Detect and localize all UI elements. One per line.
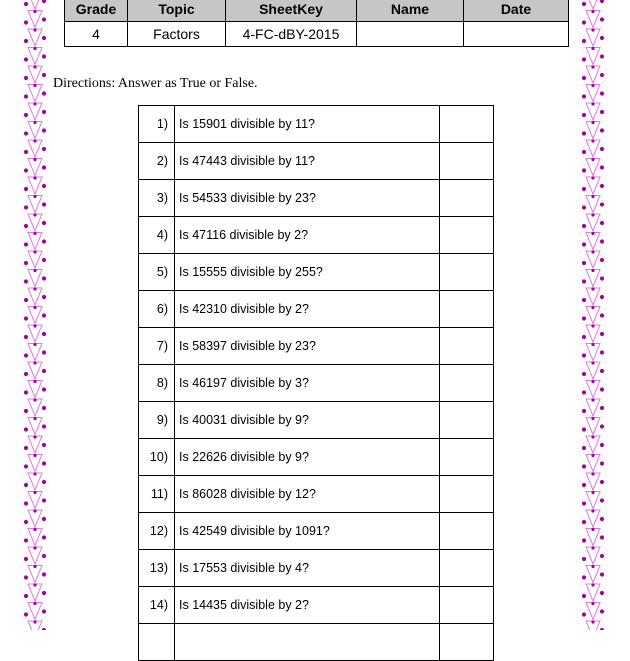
border-dot bbox=[582, 483, 586, 487]
header-date-label: Date bbox=[464, 0, 569, 22]
border-dot bbox=[600, 443, 604, 447]
border-dot bbox=[24, 501, 28, 505]
border-dot bbox=[582, 76, 586, 80]
border-dot bbox=[24, 131, 28, 135]
border-dot bbox=[600, 36, 604, 40]
border-dot bbox=[591, 232, 594, 235]
border-dot bbox=[33, 380, 36, 383]
border-dot bbox=[582, 131, 586, 135]
border-dot bbox=[42, 258, 46, 262]
border-dot bbox=[582, 2, 586, 6]
answer-field[interactable] bbox=[440, 402, 494, 439]
border-dot bbox=[24, 464, 28, 468]
question-row bbox=[139, 587, 494, 624]
border-dot bbox=[24, 446, 28, 450]
border-dot bbox=[33, 84, 36, 87]
border-dot bbox=[33, 176, 36, 179]
border-dot bbox=[24, 261, 28, 265]
border-dot bbox=[42, 221, 46, 225]
border-dot bbox=[591, 28, 594, 31]
question-row bbox=[139, 513, 494, 550]
border-dot bbox=[600, 332, 604, 336]
border-dot bbox=[24, 427, 28, 431]
answer-field[interactable] bbox=[440, 291, 494, 328]
border-dot bbox=[24, 242, 28, 246]
question-text: Is 42310 divisible by 2? bbox=[175, 291, 440, 328]
border-dot bbox=[33, 398, 36, 401]
border-dot bbox=[582, 261, 586, 265]
border-dot bbox=[33, 343, 36, 346]
question-text: Is 46197 divisible by 3? bbox=[175, 365, 440, 402]
border-dot bbox=[582, 612, 586, 616]
question-number: 14) bbox=[139, 587, 175, 624]
question-text: Is 47443 divisible by 11? bbox=[175, 143, 440, 180]
question-text: Is 17553 divisible by 4? bbox=[175, 550, 440, 587]
question-number: 13) bbox=[139, 550, 175, 587]
border-dot bbox=[591, 324, 594, 327]
border-dot bbox=[600, 17, 604, 21]
border-dot bbox=[33, 565, 36, 568]
border-dot bbox=[591, 472, 594, 475]
border-dot bbox=[33, 195, 36, 198]
question-row bbox=[139, 550, 494, 587]
question-row bbox=[139, 328, 494, 365]
border-dot bbox=[42, 276, 46, 280]
border-dot bbox=[42, 406, 46, 410]
border-dot bbox=[582, 298, 586, 302]
border-dot bbox=[24, 557, 28, 561]
question-number: 9) bbox=[139, 402, 175, 439]
border-dot bbox=[42, 517, 46, 521]
border-dot bbox=[600, 461, 604, 465]
answer-field[interactable] bbox=[440, 180, 494, 217]
border-dot bbox=[591, 454, 594, 457]
question-row bbox=[139, 624, 494, 661]
border-dot bbox=[33, 583, 36, 586]
border-dot bbox=[582, 316, 586, 320]
question-number: 11) bbox=[139, 476, 175, 513]
decorative-border-right bbox=[578, 0, 608, 630]
border-dot bbox=[33, 306, 36, 309]
border-dot bbox=[24, 594, 28, 598]
border-dot bbox=[33, 546, 36, 549]
border-dot bbox=[24, 39, 28, 43]
border-dot bbox=[582, 94, 586, 98]
border-dot bbox=[600, 147, 604, 151]
border-dot bbox=[24, 520, 28, 524]
border-dot bbox=[591, 361, 594, 364]
border-dot bbox=[600, 295, 604, 299]
border-dot bbox=[24, 575, 28, 579]
border-dot bbox=[582, 557, 586, 561]
border-dot bbox=[591, 398, 594, 401]
answer-field[interactable] bbox=[440, 439, 494, 476]
topic-value: Factors bbox=[128, 22, 226, 47]
border-dot bbox=[591, 509, 594, 512]
border-dot bbox=[591, 620, 594, 623]
border-dot bbox=[600, 258, 604, 262]
question-row bbox=[139, 217, 494, 254]
border-dot bbox=[600, 609, 604, 613]
border-dot bbox=[582, 150, 586, 154]
header-row bbox=[65, 0, 569, 22]
border-dot bbox=[42, 591, 46, 595]
question-text: Is 14435 divisible by 2? bbox=[175, 587, 440, 624]
border-dot bbox=[591, 250, 594, 253]
border-dot bbox=[42, 239, 46, 243]
question-number: 6) bbox=[139, 291, 175, 328]
name-field[interactable] bbox=[357, 22, 464, 47]
question-number: 10) bbox=[139, 439, 175, 476]
border-dot bbox=[33, 28, 36, 31]
border-dot bbox=[591, 602, 594, 605]
border-dot bbox=[600, 591, 604, 595]
border-dot bbox=[33, 491, 36, 494]
border-dot bbox=[591, 102, 594, 105]
header-name-label: Name bbox=[357, 0, 464, 22]
questions-table bbox=[138, 105, 494, 661]
border-dot bbox=[33, 232, 36, 235]
question-row bbox=[139, 106, 494, 143]
border-triangle bbox=[28, 0, 42, 9]
border-dot bbox=[591, 565, 594, 568]
border-dot bbox=[600, 0, 604, 3]
question-number bbox=[139, 624, 175, 661]
border-dot bbox=[600, 369, 604, 373]
border-dot bbox=[600, 424, 604, 428]
directions-text: Directions: Answer as True or False. bbox=[53, 76, 258, 91]
border-dot bbox=[591, 84, 594, 87]
border-dot bbox=[591, 306, 594, 309]
border-dot bbox=[42, 609, 46, 613]
border-dot bbox=[33, 250, 36, 253]
border-dot bbox=[600, 91, 604, 95]
border-dot bbox=[42, 295, 46, 299]
border-dot bbox=[591, 546, 594, 549]
border-dot bbox=[42, 73, 46, 77]
border-dot bbox=[33, 102, 36, 105]
border-dot bbox=[24, 76, 28, 80]
border-dot bbox=[33, 509, 36, 512]
border-dot bbox=[582, 520, 586, 524]
border-dot bbox=[600, 73, 604, 77]
border-dot bbox=[582, 353, 586, 357]
border-dot bbox=[600, 498, 604, 502]
question-number: 12) bbox=[139, 513, 175, 550]
border-dot bbox=[591, 269, 594, 272]
border-dot bbox=[600, 54, 604, 58]
border-dot bbox=[600, 165, 604, 169]
answer-field[interactable] bbox=[440, 624, 494, 661]
answer-field[interactable] bbox=[440, 476, 494, 513]
border-dot bbox=[591, 121, 594, 124]
border-dot bbox=[582, 335, 586, 339]
border-dot bbox=[24, 390, 28, 394]
border-dot bbox=[591, 435, 594, 438]
question-row bbox=[139, 143, 494, 180]
question-number: 4) bbox=[139, 217, 175, 254]
border-dot bbox=[24, 538, 28, 542]
question-text: Is 22626 divisible by 9? bbox=[175, 439, 440, 476]
date-field[interactable] bbox=[464, 22, 569, 47]
answer-field[interactable] bbox=[440, 365, 494, 402]
border-dot bbox=[42, 202, 46, 206]
border-dot bbox=[591, 343, 594, 346]
border-dot bbox=[591, 417, 594, 420]
question-text: Is 42549 divisible by 1091? bbox=[175, 513, 440, 550]
border-dot bbox=[582, 187, 586, 191]
border-dot bbox=[33, 139, 36, 142]
border-dot bbox=[33, 287, 36, 290]
border-dot bbox=[600, 387, 604, 391]
border-dot bbox=[582, 279, 586, 283]
header-values-row bbox=[65, 22, 569, 47]
border-dot bbox=[42, 91, 46, 95]
border-dot bbox=[42, 461, 46, 465]
border-dot bbox=[42, 535, 46, 539]
border-dot bbox=[33, 65, 36, 68]
border-dot bbox=[33, 472, 36, 475]
border-dot bbox=[42, 350, 46, 354]
border-dot bbox=[591, 491, 594, 494]
sheetkey-value: 4-FC-dBY-2015 bbox=[226, 22, 357, 47]
border-dot bbox=[42, 498, 46, 502]
border-dot bbox=[42, 147, 46, 151]
question-text: Is 15555 divisible by 255? bbox=[175, 254, 440, 291]
border-dot bbox=[591, 195, 594, 198]
border-dot bbox=[33, 620, 36, 623]
border-dot bbox=[42, 572, 46, 576]
border-dot bbox=[591, 528, 594, 531]
border-dot bbox=[582, 113, 586, 117]
border-dot bbox=[24, 372, 28, 376]
header-topic-label: Topic bbox=[128, 0, 226, 22]
border-dot bbox=[24, 612, 28, 616]
border-dot bbox=[24, 353, 28, 357]
question-row bbox=[139, 402, 494, 439]
answer-field[interactable] bbox=[440, 328, 494, 365]
header-sheetkey-label: SheetKey bbox=[226, 0, 357, 22]
border-dot bbox=[33, 121, 36, 124]
border-dot bbox=[591, 139, 594, 142]
border-dot bbox=[33, 435, 36, 438]
border-dot bbox=[600, 202, 604, 206]
answer-field[interactable] bbox=[440, 254, 494, 291]
question-text: Is 40031 divisible by 9? bbox=[175, 402, 440, 439]
border-dot bbox=[42, 554, 46, 558]
question-row bbox=[139, 365, 494, 402]
border-dot bbox=[42, 480, 46, 484]
border-dot bbox=[24, 94, 28, 98]
border-dot bbox=[24, 205, 28, 209]
border-dot bbox=[582, 446, 586, 450]
border-dot bbox=[582, 372, 586, 376]
question-text: Is 47116 divisible by 2? bbox=[175, 217, 440, 254]
border-dot bbox=[600, 313, 604, 317]
border-dot bbox=[42, 369, 46, 373]
border-dot bbox=[591, 380, 594, 383]
border-dot bbox=[582, 20, 586, 24]
border-dot bbox=[582, 464, 586, 468]
border-dot bbox=[42, 313, 46, 317]
question-text: Is 58397 divisible by 23? bbox=[175, 328, 440, 365]
border-dot bbox=[600, 517, 604, 521]
border-dot bbox=[600, 221, 604, 225]
border-dot bbox=[600, 128, 604, 132]
border-dot bbox=[42, 165, 46, 169]
answer-field[interactable] bbox=[440, 513, 494, 550]
border-dot bbox=[24, 187, 28, 191]
question-row bbox=[139, 254, 494, 291]
border-dot bbox=[600, 350, 604, 354]
border-dot bbox=[582, 57, 586, 61]
border-dot bbox=[24, 150, 28, 154]
border-dot bbox=[42, 110, 46, 114]
answer-field[interactable] bbox=[440, 587, 494, 624]
border-dot bbox=[600, 572, 604, 576]
border-dot bbox=[591, 158, 594, 161]
border-dot bbox=[591, 583, 594, 586]
answer-field[interactable] bbox=[440, 106, 494, 143]
border-dot bbox=[582, 168, 586, 172]
border-dot bbox=[42, 443, 46, 447]
border-dot bbox=[33, 361, 36, 364]
question-text: Is 15901 divisible by 11? bbox=[175, 106, 440, 143]
border-dot bbox=[33, 324, 36, 327]
border-dot bbox=[591, 65, 594, 68]
border-dot bbox=[24, 2, 28, 6]
border-dot bbox=[582, 390, 586, 394]
border-dot bbox=[600, 184, 604, 188]
border-dot bbox=[582, 427, 586, 431]
answer-field[interactable] bbox=[440, 550, 494, 587]
border-dot bbox=[33, 158, 36, 161]
border-dot bbox=[582, 39, 586, 43]
question-row bbox=[139, 439, 494, 476]
border-dot bbox=[24, 57, 28, 61]
border-dot bbox=[33, 417, 36, 420]
border-dot bbox=[33, 454, 36, 457]
border-dot bbox=[42, 387, 46, 391]
border-dot bbox=[24, 409, 28, 413]
border-dot bbox=[24, 279, 28, 283]
border-dot bbox=[591, 47, 594, 50]
border-dot bbox=[600, 554, 604, 558]
border-dot bbox=[42, 128, 46, 132]
border-dot bbox=[24, 224, 28, 228]
question-number: 3) bbox=[139, 180, 175, 217]
border-dot bbox=[582, 501, 586, 505]
question-row bbox=[139, 476, 494, 513]
border-dot bbox=[600, 535, 604, 539]
border-dot bbox=[600, 480, 604, 484]
border-dot bbox=[24, 298, 28, 302]
border-dot bbox=[582, 224, 586, 228]
border-dot bbox=[600, 239, 604, 243]
question-number: 8) bbox=[139, 365, 175, 402]
question-number: 5) bbox=[139, 254, 175, 291]
question-text: Is 86028 divisible by 12? bbox=[175, 476, 440, 513]
question-number: 1) bbox=[139, 106, 175, 143]
border-dot bbox=[582, 205, 586, 209]
border-dot bbox=[42, 0, 46, 3]
border-dot bbox=[42, 424, 46, 428]
question-number: 7) bbox=[139, 328, 175, 365]
border-dot bbox=[33, 213, 36, 216]
border-dot bbox=[600, 406, 604, 410]
border-dot bbox=[600, 110, 604, 114]
border-dot bbox=[582, 409, 586, 413]
decorative-border-left bbox=[20, 0, 50, 630]
question-text: Is 54533 divisible by 23? bbox=[175, 180, 440, 217]
border-dot bbox=[42, 36, 46, 40]
answer-field[interactable] bbox=[440, 217, 494, 254]
border-dot bbox=[33, 47, 36, 50]
border-dot bbox=[33, 269, 36, 272]
worksheet-header-table bbox=[64, 0, 569, 47]
grade-value: 4 bbox=[65, 22, 128, 47]
border-dot bbox=[582, 575, 586, 579]
border-dot bbox=[42, 54, 46, 58]
question-row bbox=[139, 180, 494, 217]
border-dot bbox=[33, 528, 36, 531]
border-dot bbox=[24, 168, 28, 172]
border-dot bbox=[591, 10, 594, 13]
border-dot bbox=[582, 594, 586, 598]
border-triangle bbox=[586, 0, 600, 9]
border-dot bbox=[600, 276, 604, 280]
border-dot bbox=[591, 176, 594, 179]
border-dot bbox=[33, 602, 36, 605]
question-text bbox=[175, 624, 440, 661]
border-dot bbox=[24, 316, 28, 320]
border-dot bbox=[591, 213, 594, 216]
question-number: 2) bbox=[139, 143, 175, 180]
border-dot bbox=[24, 335, 28, 339]
answer-field[interactable] bbox=[440, 143, 494, 180]
border-dot bbox=[24, 20, 28, 24]
border-dot bbox=[24, 113, 28, 117]
border-dot bbox=[42, 332, 46, 336]
border-dot bbox=[42, 17, 46, 21]
border-dot bbox=[33, 10, 36, 13]
border-dot bbox=[42, 184, 46, 188]
header-grade-label: Grade bbox=[65, 0, 128, 22]
border-dot bbox=[582, 538, 586, 542]
border-dot bbox=[582, 242, 586, 246]
border-dot bbox=[24, 483, 28, 487]
question-row bbox=[139, 291, 494, 328]
border-dot bbox=[591, 287, 594, 290]
